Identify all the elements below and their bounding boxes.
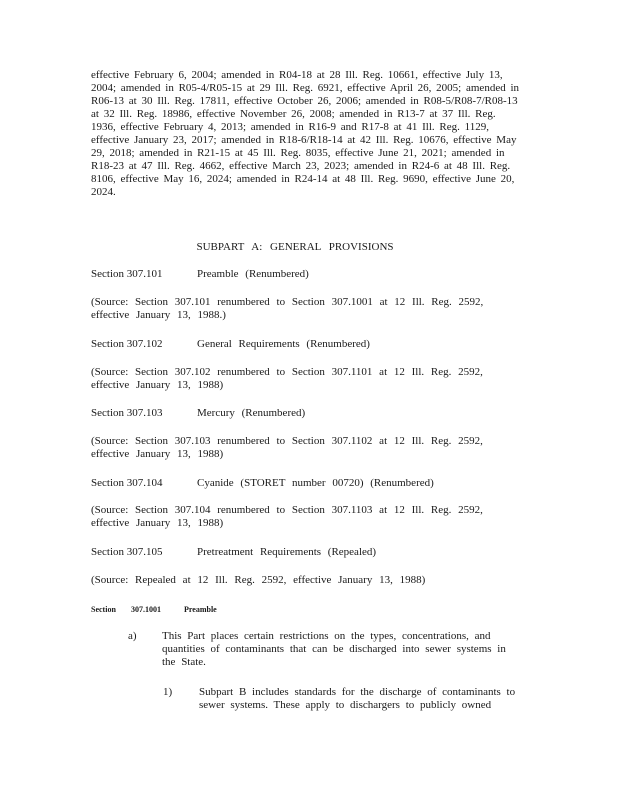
source-note: (Source: Section 307.103 renumbered to Section 307.1102 at 12 Ill. Reg. 2592, effective January 13, 1988) (91, 435, 483, 460)
source-note: (Source: Section 307.101 renumbered to Section 307.1001 at 12 Ill. Reg. 2592, effective January 13, 1988.) (91, 296, 484, 321)
section-1001-heading (91, 603, 217, 616)
section-title: General Requirements (Renumbered) (197, 338, 370, 350)
subpart-heading: SUBPART A: GENERAL PROVISIONS (196, 241, 394, 253)
item-text: This Part places certain restrictions on the types, concentrations, and quantities of contaminants that can be discharged into sewer systems in the State. (162, 630, 506, 668)
section-heading (91, 477, 531, 490)
section-heading (91, 407, 531, 420)
item-marker: 1) (163, 686, 173, 698)
section-number: Section 307.104 (91, 477, 163, 489)
section-number: Section 307.105 (91, 546, 163, 558)
source-note: (Source: Repealed at 12 Ill. Reg. 2592, effective January 13, 1988) (91, 574, 426, 586)
section-heading (91, 546, 531, 559)
section-heading (91, 338, 531, 351)
section-title: Cyanide (STORET number 00720) (Renumbered) (197, 477, 434, 489)
section-number: Section 307.101 (91, 268, 163, 280)
item-marker: a) (128, 630, 137, 642)
list-item-1 (163, 686, 533, 716)
list-item-a (128, 630, 528, 675)
item-text: Subpart B includes standards for the discharge of contaminants to sewer systems. These apply to dischargers to publicly owned (199, 686, 516, 711)
section-number: Section 307.103 (91, 407, 163, 419)
section-number: 307.1001 (131, 605, 161, 614)
section-label: Section (91, 605, 116, 614)
history-note: effective February 6, 2004; amended in R04-18 at 28 Ill. Reg. 10661, effective July 13, 2004; amended in R05-4/R05-15 at 29 Ill. Reg. 6921, effective April 26, 2005; amended in R06-13 at 30 Ill. Reg. 17811, effective October 26, 2006; amended in R08-5/R08-7/R08-13 at 32 Ill. Reg. 18986, effective November 26, 2008; amended in R13-7 at 37 Ill. Reg. 1936, effective February 4, 2013; amended in R16-9 and R17-8 at 41 Ill. Reg. 1129, effective January 23, 2017; amended in R18-6/R18-14 at 42 Ill. Reg. 10676, effective May 29, 2018; amended in R21-15 at 45 Ill. Reg. 8035, effective June 21, 2021; amended in R18-23 at 47 Ill. Reg. 4662, effective March 23, 2023; amended in R24-6 at 48 Ill. Reg. 8106, effective May 16, 2024; amended in R24-14 at 48 Ill. Reg. 9690, effective June 20, 2024. (91, 69, 520, 198)
section-heading (91, 268, 531, 281)
section-title: Preamble (184, 605, 217, 614)
section-title: Pretreatment Requirements (Repealed) (197, 546, 377, 558)
source-note: (Source: Section 307.102 renumbered to Section 307.1101 at 12 Ill. Reg. 2592, effective January 13, 1988) (91, 366, 483, 391)
section-number: Section 307.102 (91, 338, 163, 350)
section-title: Mercury (Renumbered) (197, 407, 306, 419)
source-note: (Source: Section 307.104 renumbered to Section 307.1103 at 12 Ill. Reg. 2592, effective January 13, 1988) (91, 504, 483, 529)
section-title: Preamble (Renumbered) (197, 268, 309, 280)
